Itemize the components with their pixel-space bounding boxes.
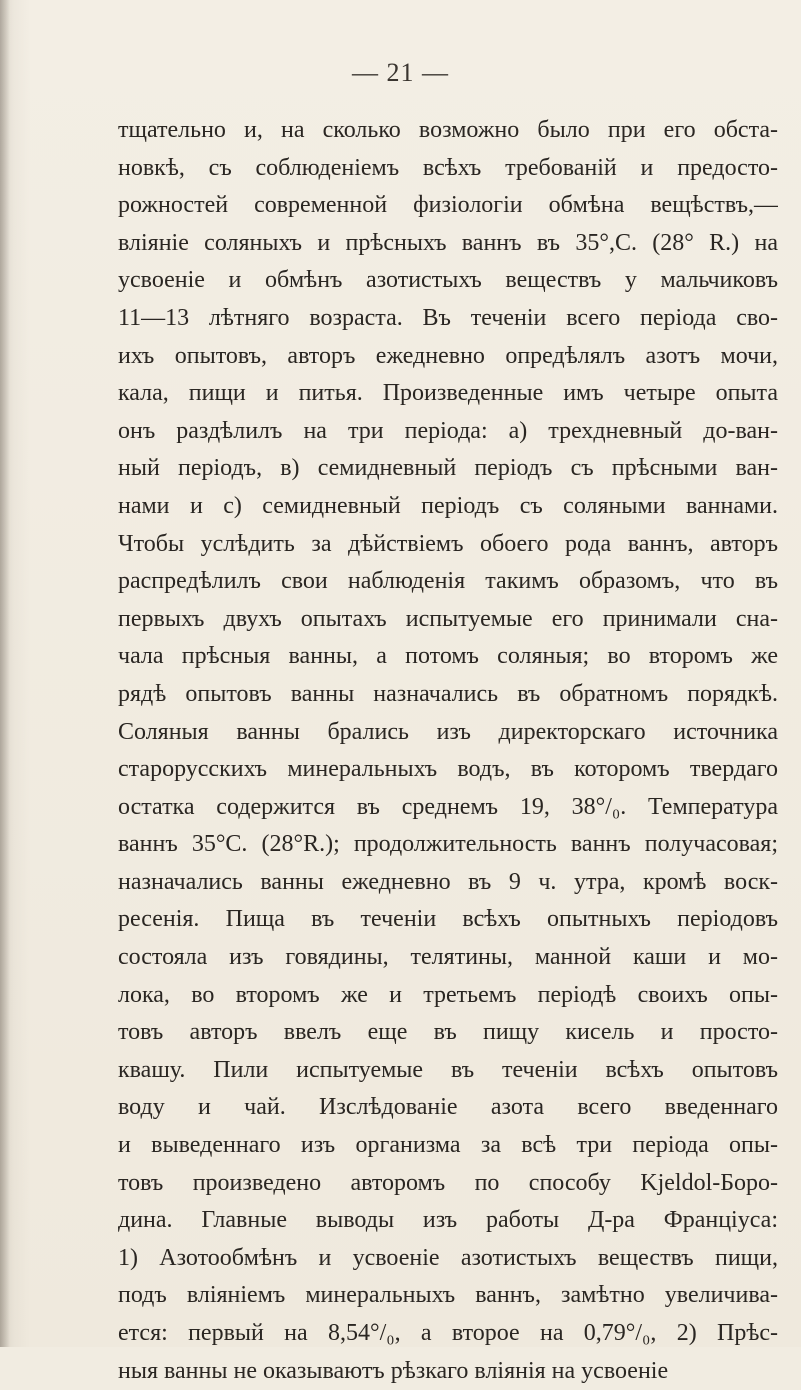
text-line: товъ авторъ ввелъ еще въ пищу кисель и просто- [118, 1019, 778, 1046]
text-line: усвоеніе и обмѣнъ азотистыхъ веществъ у мальчиковъ [118, 267, 778, 294]
text-line: новкѣ, съ соблюденіемъ всѣхъ требованій и предосто- [118, 154, 778, 181]
text-line: подъ вліяніемъ минеральныхъ ваннъ, замѣтно увеличива- [118, 1282, 778, 1309]
text-line: тщательно и, на сколько возможно было при его обста- [118, 117, 778, 143]
text-line: ихъ опытовъ, авторъ ежедневно опредѣлялъ азотъ мочи, [118, 342, 778, 369]
text-line: лока, во второмъ же и третьемъ періодѣ своихъ опы- [118, 981, 778, 1008]
text-line: ется: первый на 8,54°/₀, а второе на 0,79°/₀, 2) Прѣс- [118, 1320, 778, 1346]
text-line: вліяніе соляныхъ и прѣсныхъ ваннъ въ 35°,С. (28° R.) на [118, 229, 778, 256]
text-line: ныя ванны не оказываютъ рѣзкаго вліянія на усвоеніе [118, 1357, 669, 1384]
text-line: онъ раздѣлилъ на три періода: а) трехдневный до-ван- [118, 417, 778, 444]
text-line: дина. Главные выводы изъ работы Д-ра Франціуса: [118, 1207, 778, 1234]
text-line: ваннъ 35°С. (28°R.); продолжительность ваннъ получасовая; [118, 831, 778, 858]
text-line: назначались ванны ежедневно въ 9 ч. утра, кромѣ воск- [118, 868, 778, 895]
text-line: и выведеннаго изъ организма за всѣ три періода опы- [118, 1132, 778, 1159]
text-line: первыхъ двухъ опытахъ испытуемые его принимали сна- [118, 605, 778, 632]
text-line: рядѣ опытовъ ванны назначались въ обратномъ порядкѣ. [118, 680, 778, 707]
page-edge-shadow [0, 0, 10, 1347]
text-line: нами и с) семидневный періодъ съ соляными ваннами. [118, 492, 778, 519]
text-line: распредѣлилъ свои наблюденія такимъ образомъ, что въ [118, 568, 778, 595]
text-line: остатка содержится въ среднемъ 19, 38°/₀. Температура [118, 793, 778, 820]
text-line: 11—13 лѣтняго возраста. Въ теченіи всего періода сво- [118, 304, 778, 331]
text-line: воду и чай. Изслѣдованіе азота всего введеннаго [118, 1094, 778, 1121]
text-line: ный періодъ, в) семидневный періодъ съ прѣсными ван- [118, 455, 778, 482]
text-line: ресенія. Пища въ теченіи всѣхъ опытныхъ періодовъ [118, 906, 778, 933]
text-line: квашу. Пили испытуемые въ теченіи всѣхъ опытовъ [118, 1056, 778, 1083]
text-line: старорусскихъ минеральныхъ водъ, въ которомъ твердаго [118, 756, 778, 783]
text-line: чала прѣсныя ванны, а потомъ соляныя; во второмъ же [118, 643, 778, 670]
text-line: кала, пищи и питья. Произведенные имъ четыре опыта [118, 380, 778, 407]
text-line: рожностей современной физіологіи обмѣна вещѣствъ,— [118, 192, 778, 219]
text-line: 1) Азотообмѣнъ и усвоеніе азотистыхъ веществъ пищи, [118, 1244, 778, 1271]
text-line: Соляныя ванны брались изъ директорскаго источника [118, 718, 778, 745]
page-number: — 21 — [352, 58, 449, 87]
text-line: состояла изъ говядины, телятины, манной каши и мо- [118, 944, 778, 971]
text-line: товъ произведено авторомъ по способу Kjeldol-Боро- [118, 1169, 778, 1196]
body-paragraph [118, 112, 778, 1390]
text-line: Чтобы услѣдить за дѣйствіемъ обоего рода ваннъ, авторъ [118, 530, 778, 557]
